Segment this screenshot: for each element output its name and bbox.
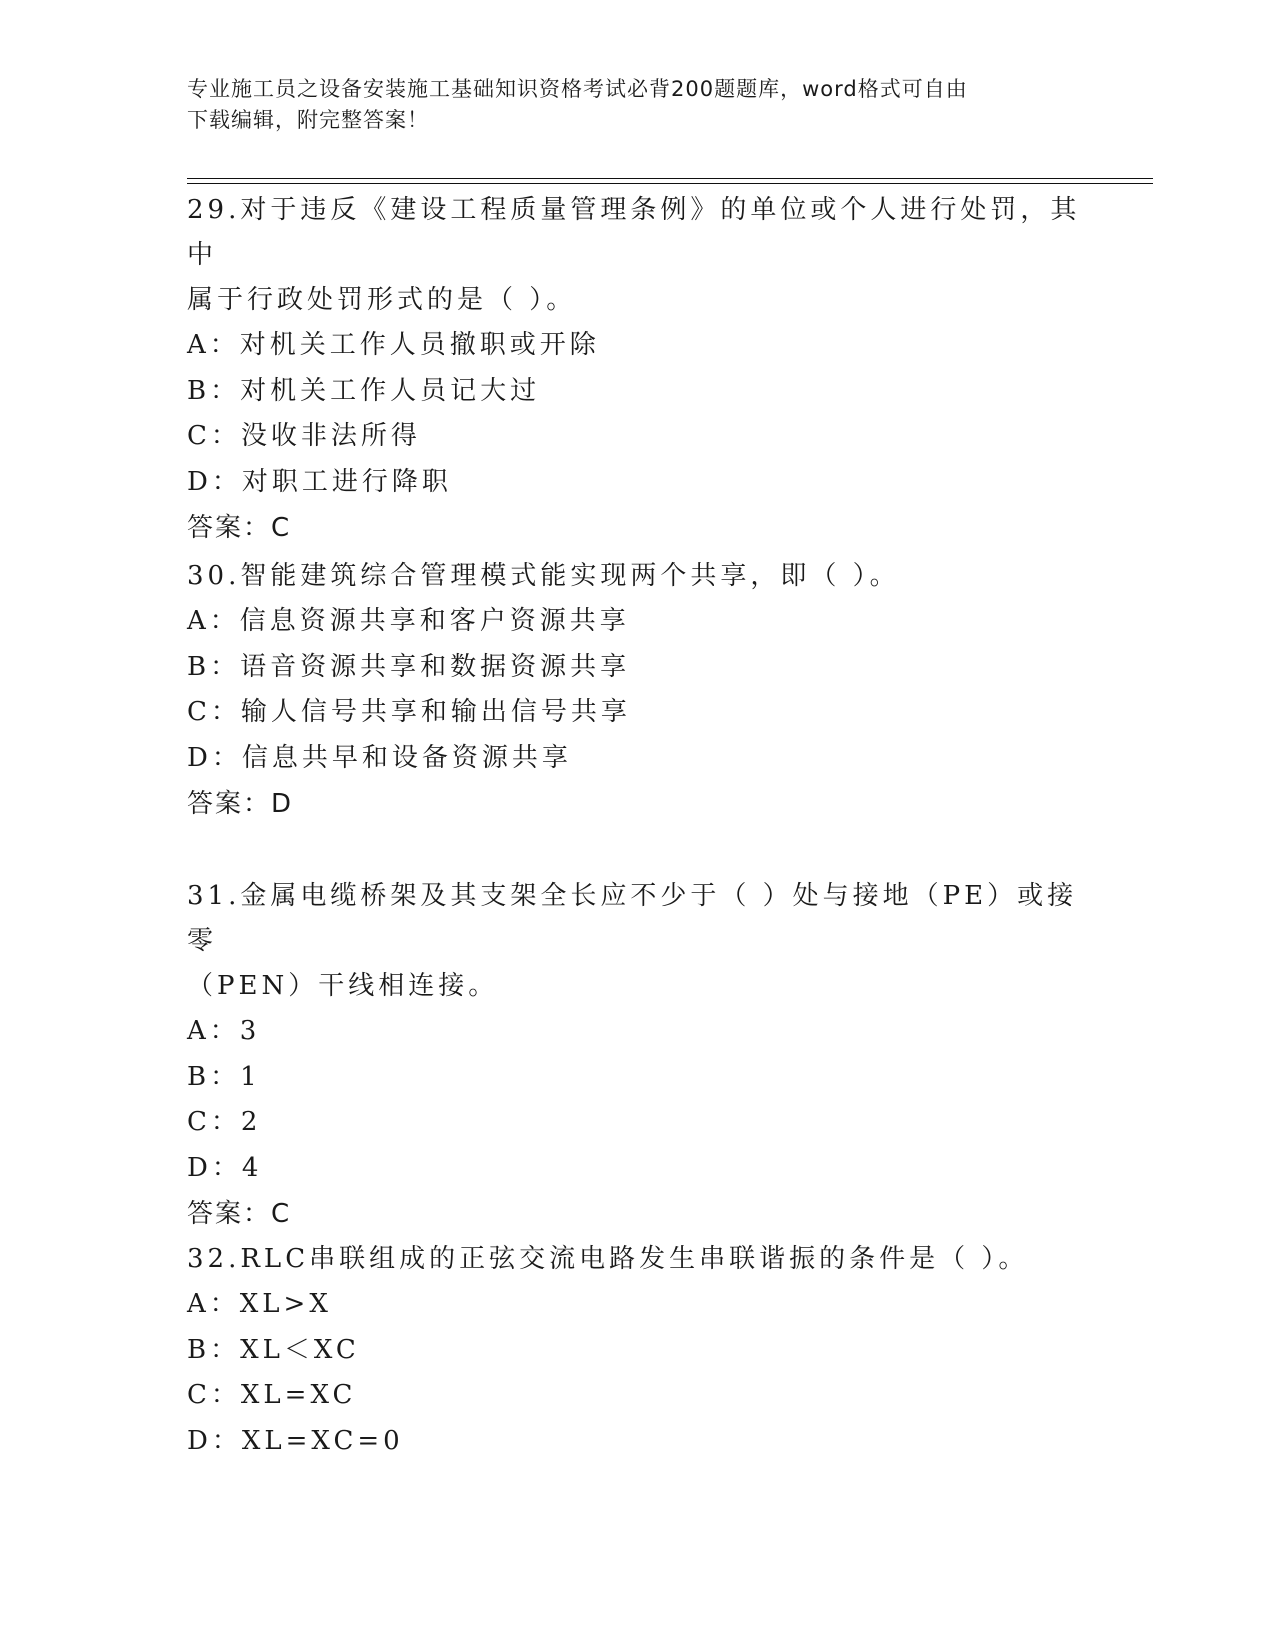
question-30 bbox=[187, 554, 1087, 827]
question-stem-line: 属于行政处罚形式的是（ ）。 bbox=[187, 285, 577, 315]
option-b: B：XL＜XC bbox=[187, 1334, 360, 1365]
option-d: D：4 bbox=[187, 1152, 263, 1183]
option-b: B：1 bbox=[187, 1061, 261, 1092]
option-d: D：XL=XC=0 bbox=[187, 1425, 404, 1456]
header-line-1: 专业施工员之设备安装施工基础知识资格考试必背200题题库，word格式可自由 bbox=[187, 77, 968, 101]
option-a: A：信息资源共享和客户资源共享 bbox=[187, 606, 630, 636]
question-32 bbox=[187, 1237, 1087, 1464]
option-a: A：3 bbox=[187, 1016, 261, 1046]
question-stem-line: 29.对于违反《建设工程质量管理条例》的单位或个人进行处罚，其中 bbox=[187, 195, 1081, 270]
header-divider-top bbox=[187, 178, 1153, 179]
answer-line: 答案：C bbox=[187, 513, 292, 543]
option-c: C：输人信号共享和输出信号共享 bbox=[187, 697, 631, 727]
question-stem-line: 31.金属电缆桥架及其支架全长应不少于（ ）处与接地（PE）或接零 bbox=[187, 881, 1078, 956]
option-b: B：对机关工作人员记大过 bbox=[187, 375, 541, 406]
question-stem-line: 30.智能建筑综合管理模式能实现两个共享，即（ ）。 bbox=[187, 561, 900, 591]
option-c: C：XL=XC bbox=[187, 1380, 357, 1410]
question-31 bbox=[187, 874, 1087, 1237]
option-c: C：2 bbox=[187, 1107, 262, 1137]
option-b: B：语音资源共享和数据资源共享 bbox=[187, 651, 631, 682]
option-a: A：对机关工作人员撤职或开除 bbox=[187, 330, 600, 360]
header-line-2: 下载编辑，附完整答案！ bbox=[187, 108, 429, 132]
document-header bbox=[187, 74, 1087, 136]
header-divider-bottom bbox=[187, 183, 1153, 184]
option-d: D：信息共早和设备资源共享 bbox=[187, 742, 572, 773]
option-d: D：对职工进行降职 bbox=[187, 466, 452, 497]
option-c: C：没收非法所得 bbox=[187, 421, 421, 451]
option-a: A：XL>X bbox=[187, 1289, 332, 1319]
question-stem-line: （PEN）干线相连接。 bbox=[187, 971, 499, 1001]
answer-line: 答案：C bbox=[187, 1199, 292, 1229]
question-29 bbox=[187, 188, 1087, 551]
question-stem-line: 32.RLC串联组成的正弦交流电路发生串联谐振的条件是（ ）。 bbox=[187, 1244, 1029, 1274]
answer-line: 答案：D bbox=[187, 789, 294, 819]
